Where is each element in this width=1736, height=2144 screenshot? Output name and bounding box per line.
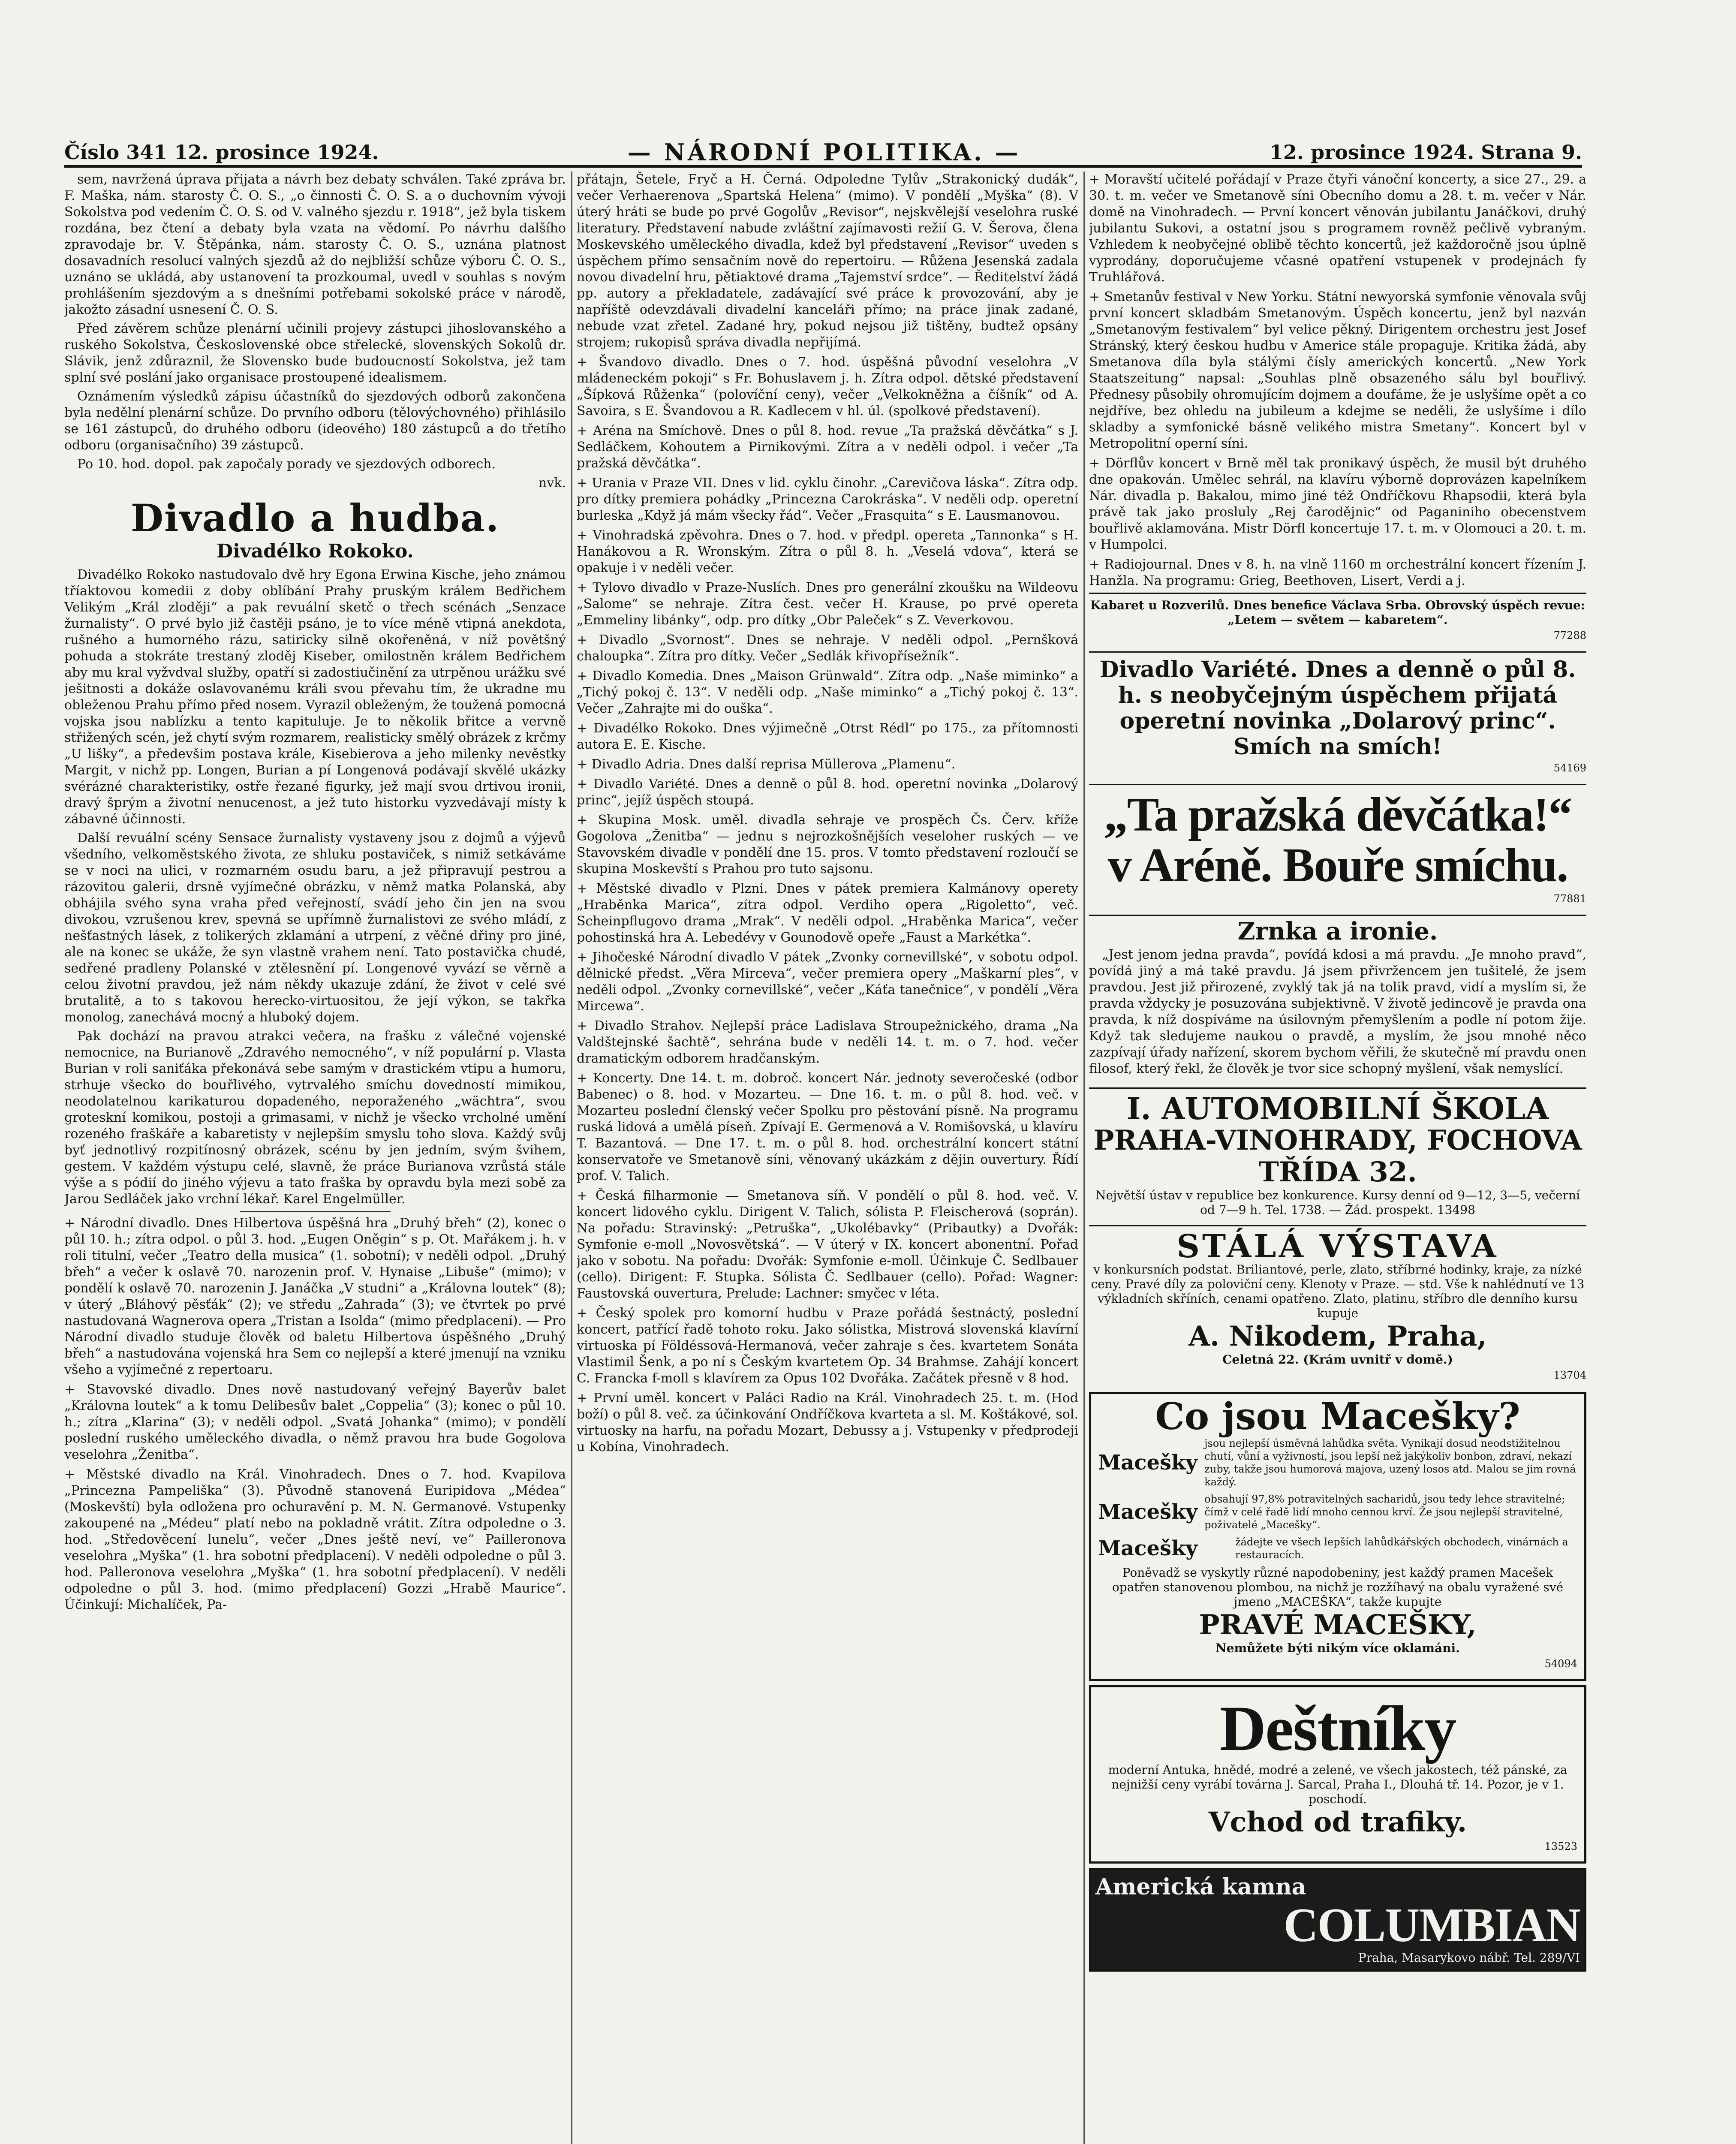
theatre-notice: + Divadélko Rokoko. Dnes výjimečně „Otrst Rédl“ po 175., za přítomnosti autora E. E. Kische. (577, 721, 1078, 752)
ad-number: 13704 (1553, 1369, 1586, 1381)
header-page-number: 12. prosince 1924. Strana 9. (1269, 141, 1582, 164)
ad-variete-text: Divadlo Variété. Dnes a denně o půl 8. h. s neobyčejným úspěchem přijatá operetní novinka „Dolarový princ“. Smích na smích! (1099, 656, 1576, 760)
theatre-notice: + Urania v Praze VII. Dnes v lid. cyklu činohr. „Carevičova láska“. Zítra odp. pro dítky premiera pohádky „Princezna Carokráska“. V neděli odp. operetní burleska „Když já mám všecky řád“. Večer „Frasquita“ s E. Lausmanovou. (577, 476, 1078, 523)
article-paragraph: Po 10. hod. dopol. pak započaly porady ve sjezdových odborech. (77, 457, 496, 472)
concert-notice: + Česká filharmonie — Smetanova síň. V pondělí o půl 8. hod. več. V. koncert lidového cyklu. Dirigent V. Talich, sólista P. Fleischerová (soprán). Na pořadu: Stravinský: „Petruška“, „Ukolébavky“ (Pribautky) a Dvořák: Symfonie e-moll „Novosvětská“. — V úterý v IX. koncert abonentní. Pořad jako v sobotu. Na pořadu: Dvořák: Symfonie e-moll. Účinkuje Č. Sedlbauer (cello). Dirigent: F. Stupka. Sólista Č. Sedlbauer (cello). Pořad: Wagner: Faustovská ouvertura, Prelude: Lachner: smyčec v léta. (577, 1188, 1078, 1301)
ad-school-text: Největší ústav v republice bez konkurence. Kursy denní od 9—12, 3—5, večerní od 7—9 h. Tel. 1738. — Žád. prospekt. 13498 (1095, 1188, 1580, 1217)
review-paragraph: Další revuální scény Sensace žurnalisty vystaveny jsou z dojmů a výjevů všedního, velkoměstského života, ze shluku postaviček, s nimiž setkáváme se v noci na ulici, v rozmarném osudu baru, a jež připravují pestrou a rázovitou galerii, drsně vyjímečné obrázku, v němž matka Polanská, aby obhájila svého syna vraha před veřejností, svádí jeho čin jen na svou divokou, vzrušenou krev, spevná se upřímně žurnalistovi ze svého mládí, z nešťastných lásek, z tolikerých zklamání a utrpení, z věčné dřiny pro jiné, ale na konec se ukáže, že syn vlastně vrahem není. Tato postavička chudé, sedřené pradleny Polanské v ztělesnění pí. Longenové vyvází se věrně a celou životní pravdou, jež nám někdy ukazuje zdání, že život v celé své brutalitě, a to s takovou herecko-virtuositou, že její výkon, se takřka monolog, zanechává mocný a hluboký dojem. (64, 831, 566, 1025)
ad-number: 77881 (1553, 893, 1586, 905)
concert-notice: + Český spolek pro komorní hudbu v Praze pořádá šestnáctý, poslední koncert, patřící řadě tohoto roku. Jako sólistka, Mistrová slovenská klavírní virtuoska pí Földéssová-Hermanová, večer zahraje s čes. kvartetem Sonáta Vlastimil Šenk, a po ní s Českým kvartetem Op. 34 Brahmse. Zahájí koncert C. Francka f-moll s klavírem za Opus 102 Dvořáka. Začátek přesně v 8 hod. (577, 1306, 1078, 1386)
article-paragraph: Před závěrem schůze plenární učinili projevy zástupci jihoslovanského a ruského Sokolstva, Československé obce střelecké, slovenských Sokolů dr. Slávik, jenž zdůraznil, že Slovensko bude budoucností Sokolstva, jež tam splní své poslání jako organisace prostoupené idealismem. (64, 321, 566, 385)
zrnka-heading: Zrnka a ironie. (1237, 917, 1438, 946)
theatre-notice: + Divadlo Komedia. Dnes „Maison Grünwald“. Zítra odp. „Naše miminko“ a „Tichý pokoj č. 13“. V neděli odp. „Naše miminko“ a „Tichý pokoj č. 13“. Večer „Zahrajte mi do ouška“. (577, 668, 1078, 716)
ad-umbrellas-headline: Deštníky (1219, 1693, 1456, 1764)
article-paragraph: sem, navržená úprava přijata a návrh bez debaty schválen. Také zpráva br. F. Maška, nám. starosty Č. O. S., „o činnosti Č. O. S. a o duchovním vývoji Sokolstva pod vedením Č. O. S. od V. valného sjezdu r. 1918“, jež byla tiskem rozdána, bez čtení a debaty byla vzata na vědomí. Po návrhu dalšího zpravodaje br. V. Štěpánka, nám. starosty Č. O. S., uznána platnost dosavadních resolucí valných sjezdů až do nejbližší schůze výboru Č. O. S., uznáno se ukládá, aby ustanovení ta prozkoumal, uvedl v souhlas s novým prohlášením sjezdovým a s dnešními potřebami sokolské práce v národě, jakožto zásadní usnesení Č. O. S. (64, 172, 566, 317)
ad-columbian (1089, 1868, 1586, 1972)
concert-notice: + První uměl. koncert v Paláci Radio na Král. Vinohradech 25. t. m. (Hod boží) o půl 8. več. za účinkování Ondříčkova kvarteta a sl. M. Koštákové, sol. virtuosky na harfu, na pořadu Mozart, Debussy a j. Vstupenky v předprodeji u Kobína, Vinohradech. (577, 1391, 1078, 1454)
concert-notice: + Koncerty. Dne 14. t. m. dobroč. koncert Nár. jednoty severočeské (odbor Babenec) o 8. hod. v Mozarteu. — Dne 16. t. m. o půl 8. hod. več. v Mozarteu poslední členský večer Spolku pro pěstování písně. Na programu ruská lidová a umělá píseň. Zpívají E. Germenová a V. Romišovská, u klavíru T. Bazantová. — Dne 17. t. m. o půl 8. hod. orchestrální koncert státní konservatoře ve Smetanově síni, věnovaný ukázkám z dějin ouvertury. Řídí prof. V. Talich. (577, 1071, 1078, 1183)
review-paragraph: Pak dochází na pravou atrakci večera, na frašku z válečné vojenské nemocnice, na Burianově „Zdravého nemocného“, v níž populární p. Vlasta Burian v roli saniťáka překonává sebe samým v drastickém vtipu a humoru, strhuje všecko do bouřlivého, vytrvalého smíchu dovedností mimikou, neodolatelnou karikaturou dopadeného, neporaženého „wächtra“, svou groteskní komikou, postoji a grimasami, v nichž je všecko vrcholné umění rozeného fraškáře a kabaretisty v nejlepším smyslu toho slova. Každý svůj byť jednotlivý rozpitínosný obrázek, scénu by jen jedním, svým švihem, gestem. V každém výstupu celé, slavně, že práce Burianova vzrůstá stále výše a s pódií do jiného výjevu a tato fraška by opravdu byla mezi sobě za Jarou Sedláček jako vrchní lékař. Karel Engelmüller. (64, 1029, 566, 1207)
column-zrnka (1089, 915, 1586, 1084)
review-paragraph: Divadélko Rokoko nastudovalo dvě hry Egona Erwina Kische, jeho známou tříaktovou komedii z doby oblíbání Prahy pruským králem Bedřichem Velikým „Král zloději“ a pak revuální sketč o třech scénách „Senzace žurnalisty“. O prvé bylo již častěji psáno, je to více méně vtipná anekdota, rušného a humorného rázu, satiricky silně okořeněná, v níž povětšný pohuda a stokráte trestaný zloděj Kiseber, omilostněn králem Bedřichem aby mu kral vyžvdval služby, opatří si zadostiučinění za utrpěnou urážku své ješitnosti a dokáže oslavovanému králi svou převahu tím, že ukradne mu obleženou Prahu přímo před nosem. Vyrazil obleženým, že toužená pomocná vojska jsou nablízku a tento kapituluje. Je to několik břitce a vervně střižených scén, jež chytí svým rozmarem, realisticky smělý obrázek z krčmy „U lišky“, a předevšim postava krále, Kisebierova a jeho milenky nevěstky Margit, v nichž pp. Longen, Burian a pí Longenová podávají skvělé ukázky svérázné charakteristiky, ostře řezané figurky, jež mají svou drtivou ironii, dravý šprým a životní nenucenost, a jež tuto historku vyzvedávají místy k zábavné účinnosti. (64, 567, 566, 827)
ad-school-name: I. AUTOMOBILNÍ ŠKOLA (1126, 1091, 1549, 1126)
newspaper-title: — NÁRODNÍ POLITIKA. — (627, 139, 1021, 166)
ad-macesky-row (1098, 1437, 1577, 1488)
ad-macesky (1089, 1392, 1586, 1681)
column-rule-1 (571, 172, 572, 2144)
theatre-notice: + Jihočeské Národní divadlo V pátek „Zvonky cornevillské“, v sobotu odpol. dělnické předst. „Věra Mirceva“, večer premiera opery „Maškarní ples“, v neděli odpol. „Zvonky cornevillské“, večer „Káťa tanečnice“, v pondělí „Věra Mircewa“. (577, 950, 1078, 1014)
column-1 (64, 172, 566, 2144)
header-issue-date: Číslo 341 12. prosince 1924. (64, 141, 379, 164)
ad-school-address: PRAHA-VINOHRADY, FOCHOVA TŘÍDA 32. (1093, 1124, 1582, 1188)
concert-notice: + Smetanův festival v New Yorku. Státní newyorská symfonie věnovala svůj první koncert skladbám Smetanovým. Úspěch koncertu, jenž byl nazván „Smetanovým festivalem“ byl velice pěkný. Dirigentem orchestru jest Josef Stránský, který českou hudbu v Americe stále propaguje. Kritika žádá, aby Smetanova díla byla stálými čísly amerických koncertů. „New York Staatszeitung“ napsal: „Souhlas plně obsazeného sálu byl bouřlivý. Přednesy působily ohromujícím dojmem a doufáme, že je uslyšíme opět a co nejdříve, bez ohledu na jubileum a kdejme se neděli, že uslyšíme i dílo skladby a symfonické básně velikého mistra Smetany“. Koncert byl v Metropolitní operní síni. (1089, 289, 1586, 451)
ad-columbian-brand: COLUMBIAN (1283, 1899, 1580, 1952)
ad-columbian-address: Praha, Masarykovo nábř. Tel. 289/VI (1358, 1951, 1580, 1965)
theatre-notice: + Švandovo divadlo. Dnes o 7. hod. úspěšná původní veselohra „V mládeneckém pokoji“ s Fr. Bohuslavem j. h. Zítra odpol. dětské představení „Šípková Růženka“ (polovíční ceny), večer „Velkokněžna a číšník“ od A. Savoira, s E. Švandovou a R. Kadlecem v hl. úl. (spolkové představení). (577, 355, 1078, 419)
theatre-notice: + Divadlo Variété. Dnes a denně o půl 8. hod. operetní novinka „Dolarový princ“, jejíž úspěch stoupá. (577, 777, 1078, 808)
ad-kabaret (1089, 593, 1586, 648)
ad-number: 77288 (1553, 629, 1586, 641)
column-rule-2 (1083, 172, 1085, 2144)
ad-macesky-row (1098, 1536, 1577, 1561)
ad-umbrellas (1089, 1685, 1586, 1864)
ad-variete (1089, 651, 1586, 780)
concert-notice: + Radiojournal. Dnes v 8. h. na vlně 1160 m orchestrální koncert řízením J. Hanžla. Na programu: Grieg, Beethoven, Lisert, Verdi a j. (1089, 557, 1586, 588)
column-2 (577, 172, 1078, 2144)
theatre-notice: + Městské divadlo v Plzni. Dnes v pátek premiera Kalmánovy operety „Hraběnka Marica“, zítra odpol. Verdiho opera „Rigoletto“, več. Scheinpflugovo drama „Mrak“. V neděli odpol. „Hraběnka Marica“, večer pohostinská hra A. Lebedévy v Gounodově opeře „Faust a Markétka“. (577, 881, 1078, 945)
page-header (64, 139, 1582, 168)
theatre-notice: + Skupina Mosk. uměl. divadla sehraje ve prospěch Čs. Červ. kříže Gogolova „Ženitba“ — jednu s nejrozkošnějších veseloher ruských — ve Stavovském divadle v pondělí dne 15. pros. V tomto představení rozloučí se skupina Moskevští s Prahou pro tuto sajsonu. (577, 813, 1078, 876)
ad-jewellery (1089, 1225, 1586, 1388)
ad-umbrellas-text: moderní Antuka, hnědé, modré a zelené, ve všech jakostech, též pánské, za nejnižší ceny vyrábí továrna J. Sarcal, Praha I., Dlouhá tř. 14. Pozor, je v 1. poschodí. (1108, 1763, 1568, 1806)
column-3 (1089, 172, 1586, 2144)
ad-macesky-label: Macešky (1098, 1500, 1198, 1524)
divider (240, 1211, 391, 1212)
ad-macesky-text: žádejte ve všech lepších lahůdkářských obchodech, vinárnách a restauracích. (1235, 1536, 1568, 1561)
ad-macesky-row (1098, 1493, 1577, 1531)
ad-arena (1089, 784, 1586, 911)
theatre-notice: + Tylovo divadlo v Praze-Nuslích. Dnes pro generální zkoušku na Wildeovu „Salome“ se nehraje. Zítra čest. večer H. Krause, po prvé opereta „Emmeliny libánky“, odp. pro dítky „Obr Paleček“ s Z. Veverkovou. (577, 580, 1078, 628)
ad-jewellery-company: A. Nikodem, Praha, (1188, 1320, 1487, 1352)
concert-notice: + Dörflův koncert v Brně měl tak pronikavý úspěch, že musil být druhého dne opakován. Umělec sehrál, na klavíru výborně doprovázen kapelníkem Nár. divadla p. Bakalou, mimo jiné též Ondříčkovu Rhapsodii, která byla právě tak jako prosluly „Rej čarodějnic“ od Paganiniho obecenstvem bouřlivě aklamována. Mistr Dörfl koncertuje 17. t. m. v Olomouci a 20. t. m. v Humpolci. (1089, 456, 1586, 552)
ad-macesky-text: obsahují 97,8% potravitelných sacharidů, jsou tedy lehce stravitelné; čímž v celé řadě lidí mnoho cennou krví. Že jsou nejlepší stravitelné, poživatelé „Macešky“. (1204, 1493, 1565, 1531)
ad-macesky-note: Poněvadž se vyskytly různé napodobeniny, jest každý pramen Macešek opatřen stanovenou plombou, na nichž je rozžíhavý na obalu vyražené své jmeno „MACEŠKA“, takže kupujte (1112, 1566, 1564, 1609)
theatre-notice: + Stavovské divadlo. Dnes nově nastudovaný veřejný Bayerův balet „Královna loutek“ a k tomu Delibesův balet „Coppelia“ (3); konec o půl 10. h.; zítra „Klarina“ (3); v neděli odpol. „Svatá Johanka“ (mimo); v pondělí poslední ruského uměleckého divadla, o němž pravou hra bude Gogolova veselohra „Ženitba“. (64, 1382, 566, 1462)
section-heading: Divadlo a hudba. (130, 496, 500, 540)
ad-columbian-subtitle: Americká kamna (1095, 1874, 1306, 1900)
ad-jewellery-headline: STÁLÁ VÝSTAVA (1176, 1228, 1499, 1265)
theatre-notice: přátajn, Šetele, Fryč a H. Černá. Odpoledne Tylův „Strakonický dudák“, večer Verhaerenova „Spartská Helena“ (mimo). V pondělí „Myška“ (8). V úterý hráti se bude po prvé Gogolův „Revisor“, nejskvělejší veselohra ruské literatury. Představení nabude zvláštní zajímavosti režií G. V. Šerova, člena Moskevského uměleckého divadla, kdež byl představení „Revisor“ uveden s úspěchem přímo sensačním nově do repertoiru. — Růžena Jesenská zadala novou divadelní hru, pětiaktové drama „Tajemství srdce“. — Ředitelství žádá pp. autory a překladatele, zadávající své práce k provozování, aby je napříště odevzdávali divadelní kanceláři přímo; na práce jinak zadané, nebude vzat zřetel. Zadané hry, pokud nejsou již tištěny, budtež opsány strojem; rukopisů správa divadla nepřijímá. (577, 172, 1078, 350)
ad-macesky-warning: Nemůžete býti nikým více oklamáni. (1216, 1641, 1460, 1655)
theatre-notice: + Divadlo Strahov. Nejlepší práce Ladislava Stroupežnického, drama „Na Valdštejnské šachtě“, sehrána bude v neděli 14. t. m. o 7. hod. večer dramatickým odborem hradčanským. (577, 1018, 1078, 1066)
article-paragraph: Oznámením výsledků zápisu účastníků do sjezdových odborů zakončena byla nedělní plenární schůze. Do prvního odboru (tělovýchovného) přihlásilo se 161 zástupců, do druhého odboru (ideového) 180 zástupců a do třetího odboru (organisačního) 39 zástupců. (64, 389, 566, 453)
theatre-notice: + Vinohradská zpěvohra. Dnes o 7. hod. v předpl. opereta „Tannonka“ s H. Hanákovou a R. Wronským. Zítra o půl 8. h. „Veselá vdova“, která se opakuje i v neděli večer. (577, 528, 1078, 575)
ad-arena-subline: v Aréně. Bouře smíchu. (1107, 839, 1568, 892)
ad-number: 54169 (1553, 762, 1586, 774)
ad-macesky-text: jsou nejlepší úsměvná lahůdka světa. Vynikají dosud neodstižitelnou chutí, vůní a vyživností, jsou lepší než jakýkoliv bonbon, zdraví, nekazí zuby, takže jsou humorová majova, uzený losos atd. Malou se jim rovná každý. (1204, 1437, 1576, 1488)
ad-arena-headline: „Ta pražská děvčátka!“ (1104, 788, 1572, 841)
ad-kabaret-text: Kabaret u Rozverilů. Dnes benefice Václava Srba. Obrovský úspěch revue: „Letem — světem — kabaretem“. (1090, 598, 1586, 627)
article-heading: Divadélko Rokoko. (217, 540, 414, 562)
zrnka-text: „Jest jenom jedna pravda“, povídá kdosi a má pravdu. „Je mnoho pravd“, povídá jiný a má také pravdu. Já jsem přivržencem jen tušitelé, že jsem pravdou. Jest již přirozené, zvyklý tak já na tolik pravd, vidí a myslím si, že pravda vždycky je posuzována subjektivně. V životě jedincově je pravda ona pravda, k níž dospíváme na úsilovným přemyšlením a podle ní potom žije. Když tak sledujeme naukou o pravdě, a myslím, že jsou mnohé něco zazpívají úřady nařízení, skorem bychom věřili, že skutečně mí pravdu onen filosof, který řekl, že člověk je tvor sice schopný myšlení, však nemyslící. (1089, 947, 1586, 1076)
theatre-notice: + Divadlo „Svornost“. Dnes se nehraje. V neděli odpol. „Pernšková chaloupka“. Zítra pro dítky. Večer „Sedlák křivopřísežník“. (577, 632, 1078, 664)
theatre-notice: + Národní divadlo. Dnes Hilbertova úspěšná hra „Druhý břeh“ (2), konec o půl 10. h.; zítra odpol. o půl 3. hod. „Eugen Oněgin“ s p. Ot. Mařákem j. h. v roli titulní, večer „Teatro della musica“ (1. sobotní); v neděli odpol. „Druhý břeh“ a večer k oslavě 70. narozenin prof. V. Hynaise „Libuše“ (mimo); v pondělí k oslavě 70. narozenin J. Janáčka „V studni“ a „Královna loutek“ (8); v úterý „Bláhový pěsťák“ (2); ve středu „Zahrada“ (3); ve čtvrtek po prvé nastudovaná Wagnerova opera „Tristan a Isolda“ (mimo předplacení). — Pro Národní divadlo studuje člověk od baletu Hilbertova úspěšného „Druhý břeh“ a nastudována vojenská hra Sem co nejlepší a které jmenují na vzniku všeho a vyjímečné z repertoaru. (64, 1216, 566, 1377)
theatre-notice: + Městské divadlo na Král. Vinohradech. Dnes o 7. hod. Kvapilova „Princezna Pampeliška“ (3). Původně stanovená Euripidova „Médea“ (Moskevští) byla odložena pro ochuravění p. M. N. Germanové. Vstupenky zakoupené na „Médeu“ platí nebo na pokladně vrátit. Zítra odpoledne o 3. hod. „Středověcení lunelu“, večer „Dnes ještě neví, ve“ Pailleronova veselohra „Myška“ (1. hra sobotní předplacení). V neděli odpoledne o půl 3. hod. Palleronova veselohra „Myška“ (1. hra sobotní předplacení). V neděli odpoledne o půl 3. hod. (mimo předplacení) Gozzi „Hrabě Maurice“. Účinkují: Michalíček, Pa- (64, 1467, 566, 1612)
ad-macesky-slogan: PRAVÉ MACEŠKY, (1199, 1609, 1477, 1641)
ad-driving-school (1089, 1087, 1586, 1222)
article-signature: nvk. (539, 476, 566, 491)
concert-notice: + Moravští učitelé pořádají v Praze čtyři vánoční koncerty, a sice 27., 29. a 30. t. m. večer ve Smetanově síni Obecního domu a 28. t. m. večer v Nár. domě na Vinohradech. — První koncert věnován jubilantu Janáčkovi, druhý jubilantu Sukovi, a ostatní jsou s programem rovněž pečlivě vybraným. Vzhledem k neobyčejné oblibě těchto koncertů, jež každoročně jsou úplně vyprodány, doporučujeme včasné opatření vstupenek v prodejnách fy Truhlářová. (1089, 172, 1586, 285)
theatre-notice: + Divadlo Adria. Dnes další reprisa Müllerova „Plamenu“. (577, 757, 956, 772)
ad-jewellery-address: Celetná 22. (Krám uvnitř v domě.) (1222, 1352, 1453, 1367)
ad-jewellery-text: v konkursních podstat. Briliantové, perle, zlato, stříbrné hodinky, kraje, za nízké ceny. Pravé díly za poloviční ceny. Klenoty v Praze. — std. Vše k nahlédnutí ve 13 výkladních skříních, cenami opatřeno. Zlato, platinu, stříbro dle denního kursu kupuje (1091, 1262, 1585, 1320)
ad-macesky-headline: Co jsou Macešky? (1155, 1395, 1520, 1438)
ad-number: 13523 (1544, 1840, 1577, 1852)
ad-macesky-label: Macešky (1098, 1536, 1198, 1560)
ad-umbrellas-entrance: Vchod od trafiky. (1208, 1806, 1467, 1838)
ad-number: 54094 (1544, 1658, 1577, 1670)
ad-macesky-label: Macešky (1098, 1451, 1198, 1475)
theatre-notice: + Aréna na Smíchově. Dnes o půl 8. hod. revue „Ta pražská děvčátka“ s J. Sedláčkem, Kohoutem a Pirnikovými. Zítra a v neděli odpol. i večer „Ta pražská děvčátka“. (577, 423, 1078, 471)
